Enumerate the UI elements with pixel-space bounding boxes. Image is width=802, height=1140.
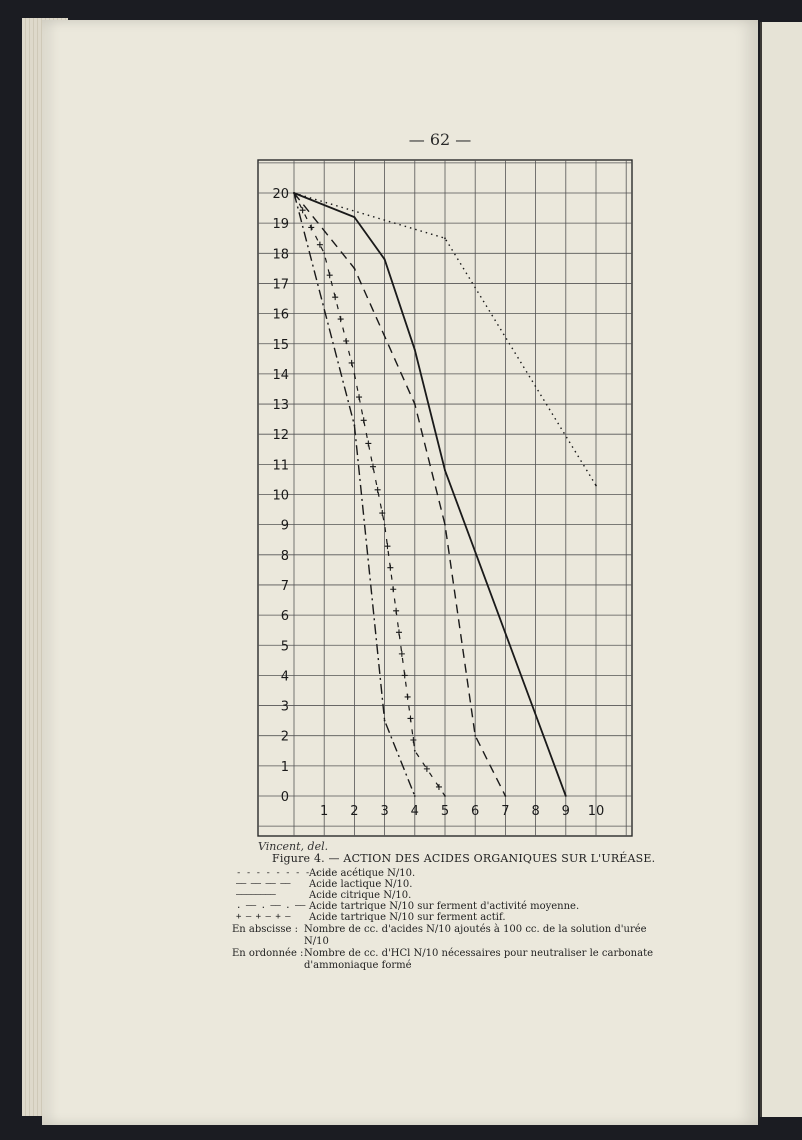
y-tick-label: 12 bbox=[272, 428, 289, 444]
data-point bbox=[414, 750, 416, 752]
data-point bbox=[384, 524, 386, 526]
plus-marker bbox=[349, 360, 355, 366]
plus-marker bbox=[365, 440, 371, 446]
axis-notes bbox=[232, 924, 672, 972]
y-tick-label: 8 bbox=[280, 548, 289, 564]
data-point bbox=[444, 795, 446, 797]
note-text: Nombre de cc. d'HCl N/10 nécessaires pour neutraliser le carbonate d'ammoniaque formé bbox=[304, 948, 654, 971]
legend-item bbox=[236, 879, 676, 890]
figure-credit: Vincent, del. bbox=[258, 840, 329, 853]
x-tick-label: 7 bbox=[501, 804, 510, 819]
chart-grid bbox=[258, 160, 632, 836]
data-point bbox=[354, 424, 356, 426]
legend-key-plus: + — + — + — bbox=[236, 912, 291, 922]
plus-marker bbox=[402, 672, 408, 678]
x-tick-label: 2 bbox=[350, 804, 359, 819]
figure-legend bbox=[236, 868, 676, 923]
plus-marker bbox=[343, 338, 349, 344]
plus-marker bbox=[332, 294, 338, 300]
x-tick-label: 9 bbox=[561, 804, 570, 819]
plus-marker bbox=[300, 207, 306, 213]
data-point bbox=[595, 485, 597, 487]
y-tick-label: 13 bbox=[272, 398, 289, 414]
data-point bbox=[354, 373, 356, 375]
y-tick-label: 19 bbox=[272, 217, 289, 233]
plus-marker bbox=[393, 608, 399, 614]
plus-marker bbox=[356, 394, 362, 400]
data-point bbox=[444, 524, 446, 526]
data-point bbox=[323, 252, 325, 254]
note-text: Nombre de cc. d'acides N/10 ajoutés à 100 cc. de la solution d'urée N/10 bbox=[304, 924, 647, 947]
y-tick-label: 14 bbox=[272, 367, 289, 383]
y-tick-label: 15 bbox=[272, 337, 289, 353]
note-term: En abscisse : bbox=[232, 924, 298, 935]
x-tick-label: 8 bbox=[531, 804, 540, 819]
legend-key-dash-dot: . —— . —— . —— bbox=[236, 901, 305, 911]
legend-item bbox=[236, 901, 676, 912]
plus-marker bbox=[375, 487, 381, 493]
legend-label: Acide acétique N/10. bbox=[309, 868, 416, 879]
data-point bbox=[474, 735, 476, 737]
x-tick-label: 1 bbox=[320, 804, 329, 819]
y-tick-label: 17 bbox=[272, 277, 289, 293]
figure-caption: Figure 4. — ACTION DES ACIDES ORGANIQUES SUR L'URÉASE. bbox=[272, 852, 656, 865]
x-axis-note bbox=[232, 924, 672, 948]
y-tick-label: 0 bbox=[280, 790, 289, 805]
data-point bbox=[444, 469, 446, 471]
legend-key-dotted: - - - - - - - - - - bbox=[236, 868, 330, 878]
data-point bbox=[354, 216, 356, 218]
plus-marker bbox=[317, 242, 323, 248]
legend-item bbox=[236, 912, 676, 923]
plus-marker bbox=[338, 316, 344, 322]
y-tick-label: 3 bbox=[280, 699, 289, 715]
data-point bbox=[414, 403, 416, 405]
data-point bbox=[414, 795, 416, 797]
legend-label: Acide lactique N/10. bbox=[309, 879, 413, 890]
data-point bbox=[505, 795, 507, 797]
y-axis-note bbox=[232, 948, 672, 972]
legend-label: Acide citrique N/10. bbox=[309, 890, 412, 901]
plus-marker bbox=[361, 417, 367, 423]
x-tick-label: 6 bbox=[471, 804, 480, 819]
y-tick-label: 7 bbox=[280, 578, 289, 594]
plus-marker bbox=[410, 737, 416, 743]
x-tick-label: 5 bbox=[440, 804, 450, 819]
legend-key-solid: ———————— bbox=[236, 890, 276, 900]
data-point bbox=[565, 795, 567, 797]
y-tick-label: 16 bbox=[272, 307, 289, 323]
legend-item bbox=[236, 868, 676, 879]
data-point bbox=[293, 192, 295, 194]
legend-label: Acide tartrique N/10 sur ferment d'activité moyenne. bbox=[309, 901, 580, 912]
plus-marker bbox=[390, 586, 396, 592]
plus-marker bbox=[405, 694, 411, 700]
y-tick-label: 4 bbox=[280, 669, 289, 685]
y-tick-label: 1 bbox=[280, 759, 289, 775]
plus-marker bbox=[387, 565, 393, 571]
y-tick-label: 10 bbox=[272, 488, 289, 504]
y-tick-label: 5 bbox=[280, 639, 289, 655]
plus-marker bbox=[399, 651, 405, 657]
legend-item bbox=[236, 890, 676, 901]
note-term: En ordonnée : bbox=[232, 948, 304, 959]
page-number: — 62 — bbox=[408, 130, 472, 149]
x-tick-label: 3 bbox=[380, 804, 389, 819]
chart-ticks bbox=[272, 187, 604, 819]
data-point bbox=[354, 267, 356, 269]
x-tick-label: 4 bbox=[410, 804, 419, 819]
data-point bbox=[384, 258, 386, 260]
data-point bbox=[384, 720, 386, 722]
plus-marker bbox=[396, 629, 402, 635]
data-point bbox=[444, 237, 446, 239]
y-tick-label: 9 bbox=[280, 518, 289, 534]
y-tick-label: 20 bbox=[272, 187, 289, 202]
plus-marker bbox=[308, 224, 314, 230]
plus-marker bbox=[384, 543, 390, 549]
legend-label: Acide tartrique N/10 sur ferment actif. bbox=[309, 912, 506, 923]
y-tick-label: 18 bbox=[272, 247, 289, 263]
legend-key-dashed: —— —— —— —— bbox=[236, 879, 291, 889]
y-tick-label: 2 bbox=[280, 729, 289, 745]
data-point bbox=[414, 349, 416, 351]
x-tick-label: 10 bbox=[587, 804, 605, 819]
y-tick-label: 11 bbox=[272, 458, 289, 474]
y-tick-label: 6 bbox=[280, 609, 289, 625]
plus-marker bbox=[327, 272, 333, 278]
plus-marker bbox=[407, 715, 413, 721]
